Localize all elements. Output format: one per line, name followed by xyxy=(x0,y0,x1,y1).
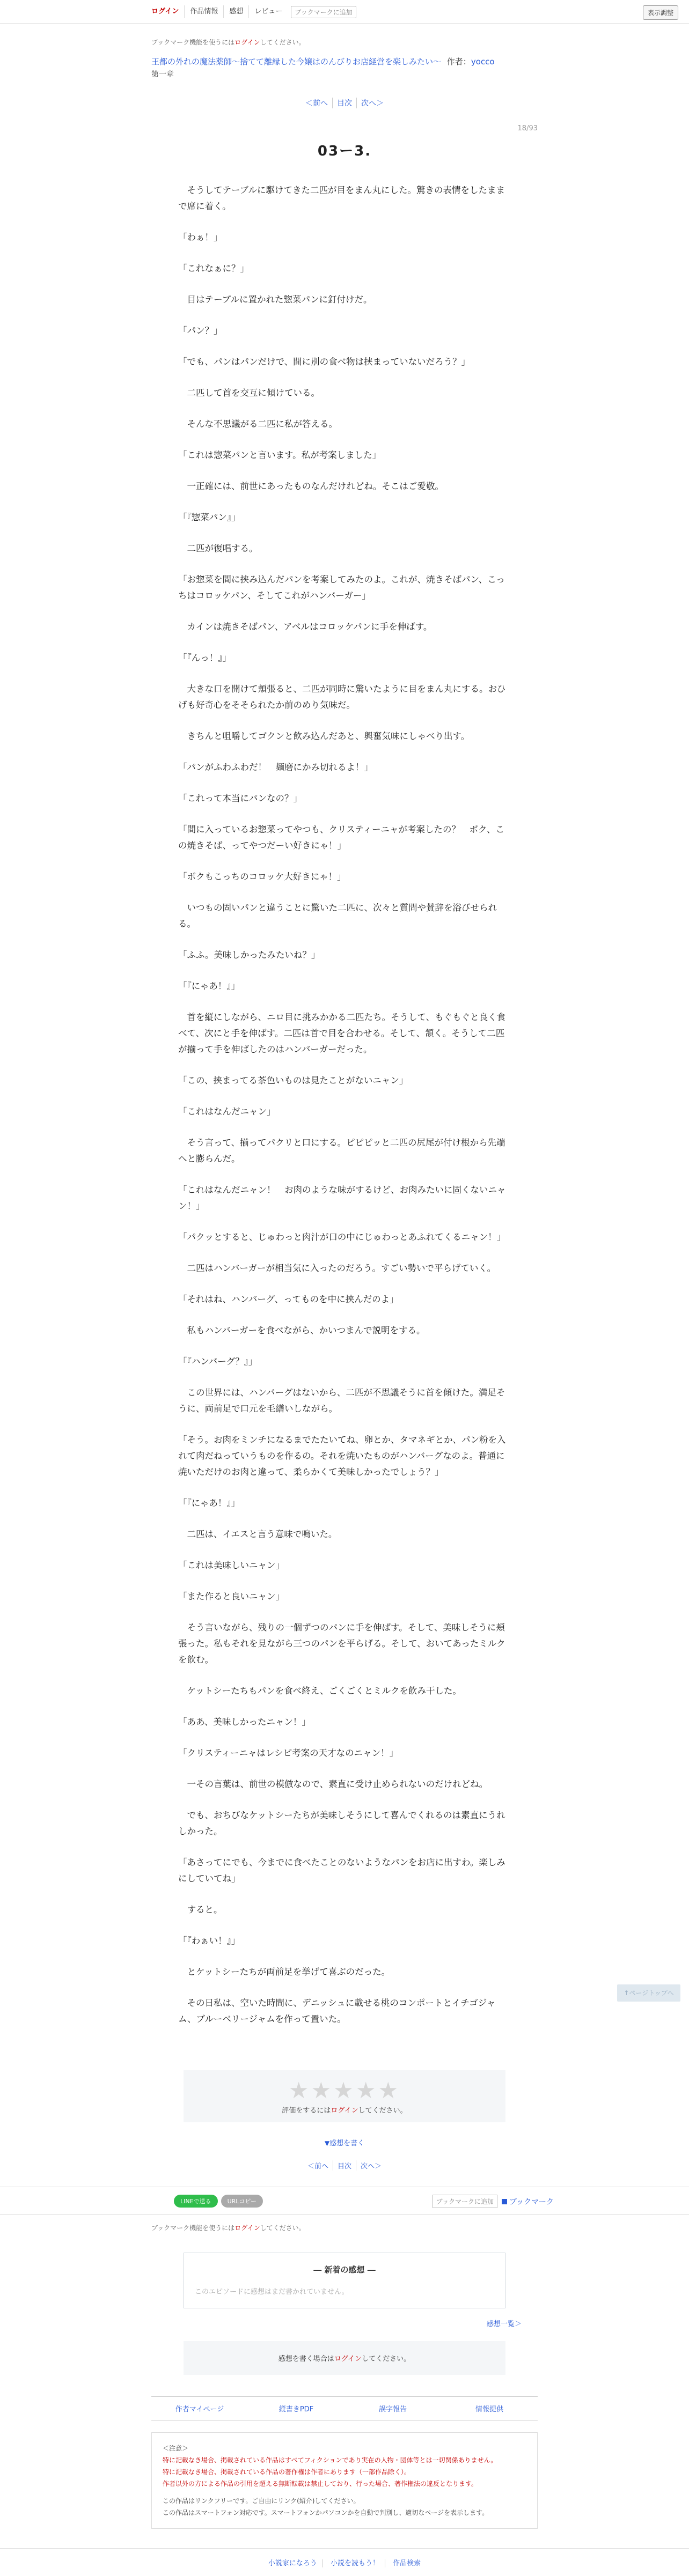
series-title-link[interactable]: 王都の外れの魔法薬師〜捨てて離縁した今嬢はのんびりお店経営を楽しみたい〜 xyxy=(151,57,442,67)
body-paragraph: 二匹はハンバーガーが相当気に入ったのだろう。すごい勢いで平らげていく。 xyxy=(178,1263,496,1273)
bookmark-login-notice: ブックマーク機能を使うにはログインしてください。 xyxy=(151,39,305,46)
episode-body xyxy=(178,182,511,2027)
episode-pager-bottom xyxy=(151,2160,538,2171)
body-paragraph: 「そう。お肉をミンチになるまでたたいてね、卵とか、タマネギとか、パン粉を入れて肉だねっていうものを作るの。それを焼いたものがハンバーグなのよ。普通に焼いただけのお肉と違って、柔らかくて美味しかったでしょう？」 xyxy=(178,1435,506,1477)
toc-link-bottom[interactable]: 目次 xyxy=(333,2160,356,2171)
notice-login-link[interactable]: ログイン xyxy=(234,39,260,46)
body-paragraph: 「パンがふわふわだ！ 麺磨にかみ切れるよ！」 xyxy=(178,762,373,772)
body-paragraph: 「ふふ。美味しかったみたいね？」 xyxy=(178,950,320,960)
caution-box xyxy=(151,2432,538,2529)
body-paragraph: すると。 xyxy=(178,1905,223,1915)
prev-episode-link-bottom[interactable]: ＜前へ xyxy=(303,2160,333,2171)
body-paragraph: 「クリスティーニャはレシピ考案の天才なのニャン！」 xyxy=(178,1748,399,1758)
body-paragraph: 「この、挟まってる茶色いものは見たことがないニャン」 xyxy=(178,1075,408,1086)
body-paragraph: 「『わぁい！』」 xyxy=(178,1936,240,1946)
body-paragraph: 「これはなんだニャン！ お肉のような味がするけど、お肉みたいに固くないニャン！」 xyxy=(178,1185,506,1211)
search-link[interactable]: 作品検索 xyxy=(393,2559,421,2567)
top-navigation-bar xyxy=(0,0,689,24)
reviews-link[interactable]: 感想 xyxy=(224,5,249,18)
review-login-link[interactable]: ログイン xyxy=(334,2355,362,2363)
bookmark-link[interactable]: ブックマーク xyxy=(502,2196,554,2207)
body-paragraph: この世界には、ハンバーグはないから、二匹が不思議そうに首を傾けた。満足そうに、両前足で口元を毛繕いしながら。 xyxy=(178,1387,505,1414)
body-paragraph: 「あさってにでも、今までに食べたことのないようなパンをお店に出すわ。楽しみにしていてね」 xyxy=(178,1857,505,1884)
caution-line: 特に記載なき場合、掲載されている作品はすべてフィクションであり実在の人物・団体等とは一切関係ありません。 xyxy=(163,2456,497,2464)
login-link[interactable]: ログイン xyxy=(151,5,185,18)
body-paragraph: 「『にゃあ！』」 xyxy=(178,981,240,991)
body-paragraph: 「これは惣菜パンと言います。私が考案しました」 xyxy=(178,450,382,460)
body-paragraph: カインは焼きそばパン、アベルはコロッケパンに手を伸ばす。 xyxy=(178,622,433,632)
chapter-label: 第一章 xyxy=(151,70,174,79)
url-copy-button[interactable]: URLコピー xyxy=(221,2195,263,2208)
author-label: 作者： xyxy=(446,57,471,67)
body-paragraph: 「わぁ！」 xyxy=(178,232,223,242)
series-header xyxy=(151,56,538,68)
body-paragraph: 「お惣菜を間に挟み込んだパンを考案してみたのよ。これが、焼きそばパン、こっちはコロッケパン、そしてこれがハンバーガー」 xyxy=(178,574,505,601)
vertical-pdf-link[interactable]: 縦書きPDF xyxy=(278,2405,314,2413)
body-paragraph: 「これはなんだニャン」 xyxy=(178,1106,276,1117)
body-paragraph: 大きな口を開けて頬張ると、二匹が同時に驚いたように目をまん丸にする。おひげも好奇心をそそられたか前のめり気味だ。 xyxy=(178,684,506,710)
bookmark-add-button-top[interactable]: ブックマークに追加 xyxy=(291,6,356,18)
work-info-link[interactable]: 作品情報 xyxy=(185,5,224,18)
display-settings-button[interactable]: 表示調整 xyxy=(643,5,678,20)
narou-link[interactable]: 小説家になろう xyxy=(263,2559,323,2567)
body-paragraph: いつもの固いパンと違うことに驚いた二匹に、次々と質問や賛辞を浴びせられる。 xyxy=(178,903,497,929)
body-paragraph: 「でも、パンはパンだけで、間に別の食べ物は挟まっていないだろう？」 xyxy=(178,357,471,367)
body-paragraph: 二匹は、イエスと言う意味で鳴いた。 xyxy=(178,1529,338,1539)
episode-pager-top xyxy=(151,98,538,108)
triangle-down-icon: ▼ xyxy=(324,2139,330,2147)
body-paragraph: その日私は、空いた時間に、デニッシュに載せる桃のコンポートとイチゴジャム、ブルーベリージャムを作って置いた。 xyxy=(178,1998,496,2024)
review-container xyxy=(151,2223,538,2529)
yomou-link[interactable]: 小説を読もう！ xyxy=(325,2559,385,2567)
body-paragraph: 私もハンバーガーを食べながら、かいつまんで説明をする。 xyxy=(178,1325,426,1335)
notice-login-link-bottom[interactable]: ログイン xyxy=(234,2224,260,2232)
body-paragraph: 首を縦にしながら、ニロ目に挑みかかる二匹たち。そうして、もぐもぐと良く食べて、次にと手を伸ばす。二匹は首で目を合わせる。そして、頷く。そうして二匹が揃って手を伸ばしたのはハンバーガーだった。 xyxy=(178,1012,506,1054)
body-paragraph: 一その言葉は、前世の模倣なので、素直に受け止められないのだけれどね。 xyxy=(178,1779,488,1789)
site-bottom-links xyxy=(0,2548,689,2576)
toc-link[interactable]: 目次 xyxy=(333,98,357,108)
caution-title: ＜注意＞ xyxy=(163,2445,189,2452)
body-paragraph: そう言いながら、残りの一個ずつのパンに手を伸ばす。そして、美味しそうに頬張った。私もそれを見ながら三つのパンを平らげる。そして、おいてあったミルクを飲む。 xyxy=(178,1622,505,1665)
body-paragraph: 「パン？」 xyxy=(178,326,223,336)
rating-stars[interactable]: ★★★★★ xyxy=(288,2077,401,2103)
login-to-review-box: 感想を書く場合はログインしてください。 xyxy=(184,2341,505,2375)
body-paragraph: でも、おちびなケットシーたちが美味しそうにして喜んでくれるのは素直にうれしかった。 xyxy=(178,1810,505,1836)
body-paragraph: 「『ハンバーグ？』」 xyxy=(178,1356,258,1367)
body-paragraph: そんな不思議がる二匹に私が答える。 xyxy=(178,419,338,429)
body-paragraph: ケットシーたちもパンを食べ終え、ごくごくとミルクを飲み干した。 xyxy=(178,1686,461,1696)
bookmark-add-button-bottom[interactable]: ブックマークに追加 xyxy=(433,2195,497,2208)
episode-title: 03ー3. xyxy=(317,143,372,159)
typo-report-link[interactable]: 誤字報告 xyxy=(378,2405,407,2413)
author-link[interactable]: yocco xyxy=(471,57,495,67)
next-episode-link-bottom[interactable]: 次へ＞ xyxy=(361,2162,382,2171)
recommendation-link[interactable]: レビュー xyxy=(254,8,283,16)
body-paragraph: 二匹が復唱する。 xyxy=(178,543,258,553)
info-provide-link[interactable]: 情報提供 xyxy=(475,2405,503,2413)
body-paragraph: 「これは美味しいニャン」 xyxy=(178,1560,284,1570)
body-paragraph: 「これなぁに？」 xyxy=(178,263,249,274)
bookmark-login-notice-bottom: ブックマーク機能を使うにはログインしてください。 xyxy=(151,2224,305,2232)
bookmark-icon xyxy=(502,2199,507,2204)
rating-login-note: 評価をするにはログインしてください。 xyxy=(282,2107,407,2115)
footer-link-grid xyxy=(151,2396,538,2420)
body-paragraph: そう言って、揃ってパクリと口にする。ピピピッと二匹の尻尾が付け根から先端へと膨らんだ。 xyxy=(178,1138,505,1164)
body-paragraph: きちんと咀嚼してゴクンと飲み込んだあと、興奮気味にしゃべり出す。 xyxy=(178,731,470,741)
body-paragraph: 「ああ、美味しかったニャン！」 xyxy=(178,1717,311,1727)
share-bookmark-area xyxy=(433,2195,554,2208)
body-paragraph: 「ボクもこっちのコロッケ大好きにゃ！」 xyxy=(178,872,346,882)
body-paragraph: 一正確には、前世にあったものなんだけれどね。そこはご愛敬。 xyxy=(178,481,444,491)
no-reviews-message: このエピソードに感想はまだ書かれていません。 xyxy=(195,2288,349,2296)
share-bar xyxy=(0,2187,689,2215)
body-paragraph: 「『にゃあ！』」 xyxy=(178,1498,240,1508)
page-top-button[interactable]: ↑ページトップへ xyxy=(617,1984,680,2002)
write-review-link[interactable]: ▼感想を書く xyxy=(324,2139,365,2147)
rating-box xyxy=(184,2070,505,2122)
body-paragraph: とケットシーたちが両前足を挙げて喜ぶのだった。 xyxy=(178,1967,391,1977)
linkfree-note: この作品はリンクフリーです。ご自由にリンク(紹介)してください。 xyxy=(163,2497,360,2505)
review-list-link[interactable]: 感想一覧＞ xyxy=(486,2320,522,2328)
body-paragraph: 「それはね、ハンバーグ、ってものを中に挟んだのよ」 xyxy=(178,1294,399,1304)
next-episode-link[interactable]: 次へ＞ xyxy=(361,99,384,108)
new-reviews-title: ― 新着の感想 ― xyxy=(313,2265,376,2275)
body-paragraph: 「『惣菜パン』」 xyxy=(178,512,240,522)
new-reviews-box xyxy=(184,2253,505,2308)
prev-episode-link[interactable]: ＜前へ xyxy=(301,98,333,108)
author-mypage-link[interactable]: 作者マイページ xyxy=(175,2405,224,2413)
episode-page-count: 18/93 xyxy=(517,124,538,132)
body-paragraph: 「パクッとすると、じゅわっと肉汁が口の中にじゅわっとあふれてくるニャン！」 xyxy=(178,1232,506,1242)
body-paragraph: 二匹して首を交互に傾けている。 xyxy=(178,388,320,398)
body-paragraph: 「また作ると良いニャン」 xyxy=(178,1591,284,1601)
body-paragraph: そうしてテーブルに駆けてきた二匹が目をまん丸にした。驚きの表情をしたままで席に着く。 xyxy=(178,185,505,211)
body-paragraph: 「間に入っているお惣菜ってやつも、クリスティーニャが考案したの？ ボク、この焼きそば、ってやつだーい好きにゃ！」 xyxy=(178,824,504,851)
rating-login-link[interactable]: ログイン xyxy=(331,2107,358,2115)
smartphone-note: この作品はスマートフォン対応です。スマートフォンかパソコンかを自動で判別し、適切なページを表示します。 xyxy=(163,2509,489,2516)
caution-line: 特に記載なき場合、掲載されている作品の著作権は作者にあります（一部作品除く）。 xyxy=(163,2468,411,2476)
body-paragraph: 「『んっ！』」 xyxy=(178,653,231,663)
line-share-button[interactable]: LINEで送る xyxy=(174,2195,218,2208)
body-paragraph: 目はテーブルに置かれた惣菜パンに釘付けだ。 xyxy=(178,294,372,305)
novel-container xyxy=(151,38,538,2171)
caution-line: 作者以外の方による作品の引用を超える無断転載は禁止しており、行った場合、著作権法の違反となります。 xyxy=(163,2480,478,2488)
body-paragraph: 「これって本当にパンなの？」 xyxy=(178,793,302,803)
